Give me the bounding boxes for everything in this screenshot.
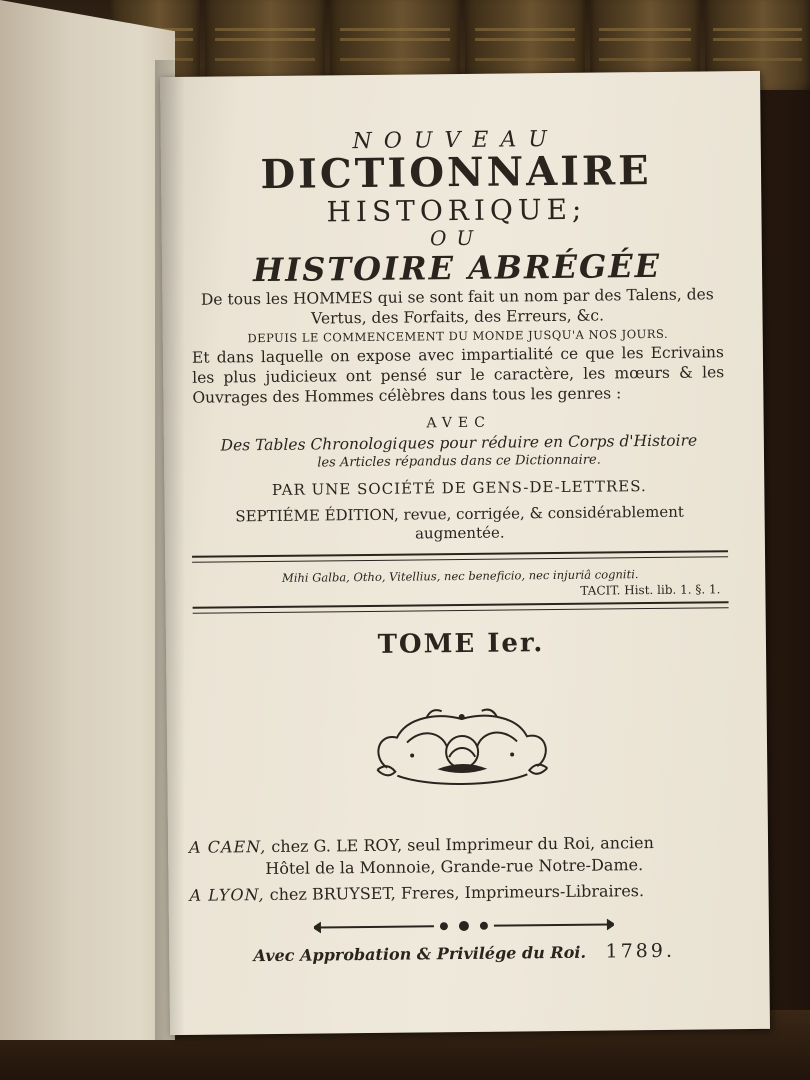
rule-bottom xyxy=(193,601,729,614)
approbation-text: Avec Approbation & Privilége du Roi. xyxy=(253,942,587,966)
left-blank-page xyxy=(0,0,175,1040)
title-historique: HISTORIQUE; xyxy=(326,192,587,229)
subtitle-description: Et dans laquelle on expose avec impartialité ce que les Ecrivains les plus judicieux ont pensé sur le caractère, les mœurs & les Ouvrages des Hommes célèbres dans tous les genres : xyxy=(191,343,725,407)
title-page-content xyxy=(175,107,744,993)
printer-vignette-ornament xyxy=(367,696,558,793)
title-histoire-abregee: HISTOIRE ABRÉGÉE xyxy=(252,246,662,290)
imprint-lyon-city: A LYON, xyxy=(189,885,265,905)
publication-year: 1789. xyxy=(605,939,676,963)
motto-source: TACIT. Hist. lib. 1. §. 1. xyxy=(580,582,721,598)
title-dictionnaire: DICTIONNAIRE xyxy=(260,146,652,199)
tables-line-2: les Articles répandus dans ce Dictionnaire. xyxy=(317,452,601,471)
imprint-block xyxy=(183,831,744,907)
subtitle-hommes: De tous les HOMMES qui se sont fait un nom par des Talens, des Vertus, des Forfaits, des Erreurs, &c. xyxy=(200,285,714,328)
ornamental-rule xyxy=(314,918,614,933)
imprint-lyon-rest: chez BRUYSET, Freres, Imprimeurs-Libraires. xyxy=(269,881,645,905)
imprint-caen-line-2: Hôtel de la Monnoie, Grande-rue Notre-Dame. xyxy=(265,855,644,879)
subtitle-depuis: DEPUIS LE COMMENCEMENT DU MONDE JUSQU'A NOS JOURS. xyxy=(247,326,669,346)
avec-heading: AVEC xyxy=(426,414,491,432)
imprint-caen-rest: chez G. LE ROY, seul Imprimeur du Roi, ancien xyxy=(271,832,654,856)
title-ou: OU xyxy=(429,225,484,251)
approbation-line xyxy=(184,939,744,967)
societe-line: PAR UNE SOCIÉTÉ DE GENS-DE-LETTRES. xyxy=(271,477,647,499)
rule-top xyxy=(192,550,728,563)
imprint-lyon-line xyxy=(183,879,743,907)
edition-line: SEPTIÉME ÉDITION, revue, corrigée, & considérablement augmentée. xyxy=(235,502,684,543)
title-nouveau: NOUVEAU xyxy=(352,126,559,155)
imprint-caen-city: A CAEN, xyxy=(188,837,267,857)
tables-line-1: Des Tables Chronologiques pour réduire en Corps d'Histoire xyxy=(220,431,698,455)
motto-quote: Mihi Galba, Otho, Vitellius, nec beneficio, nec injuriâ cogniti. xyxy=(281,567,639,585)
tome-label: TOME Ier. xyxy=(377,628,545,660)
